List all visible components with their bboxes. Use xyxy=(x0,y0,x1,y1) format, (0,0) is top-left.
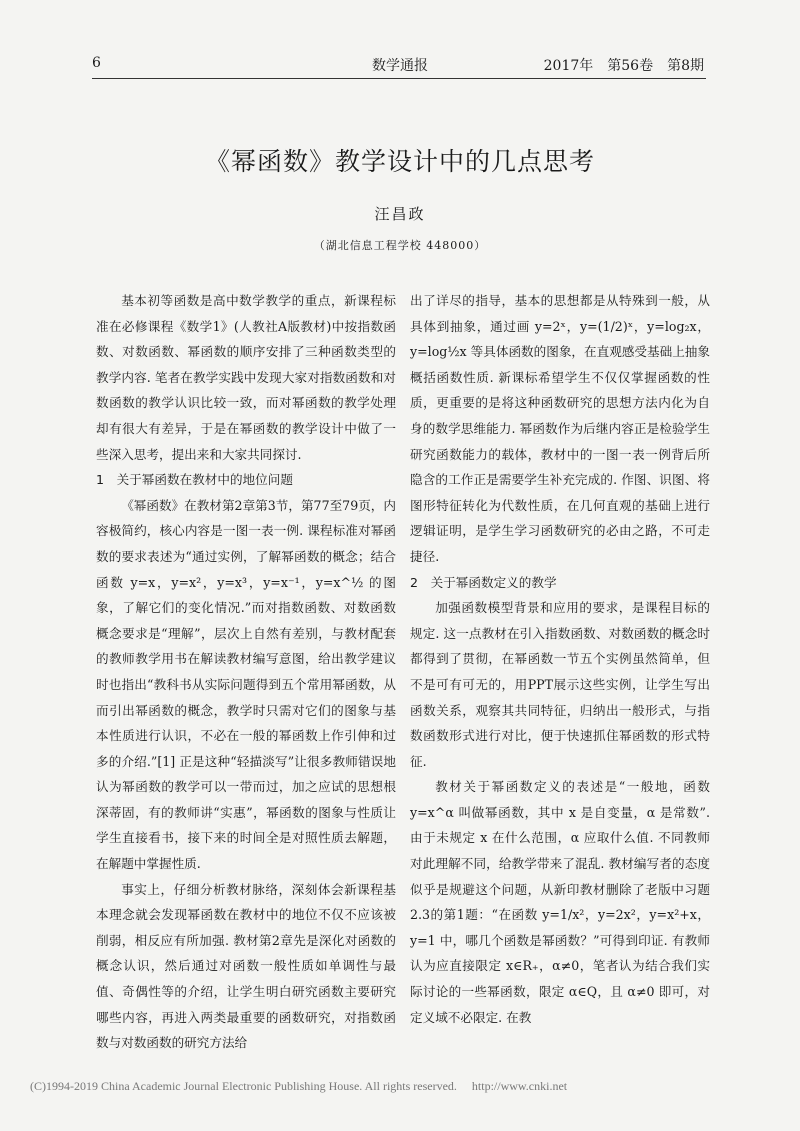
header-rule xyxy=(92,78,706,79)
header-journal-name: 数学通报 xyxy=(372,58,428,74)
copyright-footer: (C)1994-2019 China Academic Journal Electronic Publishing House. All rights reserved. http://www.cnki.net xyxy=(30,1079,568,1093)
article-affiliation: （湖北信息工程学校 448000） xyxy=(313,239,487,252)
section-heading: 1 关于幂函数在教材中的地位问题 xyxy=(96,472,293,488)
right-column xyxy=(410,288,710,1030)
paragraph: 事实上，仔细分析教材脉络，深刻体会新课程基本理念就会发现幂函数在教材中的地位不仅不应该被削弱，相反应有所加强. 教材第2章先是深化对函数的概念认识，然后通过对函数一般性质如单调性与最值、奇偶性等的介绍，让学生明白研究函数主要研究哪些内容，再进入两类最重要的函数研究，对指数函数与对数函数的研究方法给 xyxy=(96,881,396,1051)
section-heading: 2 关于幂函数定义的教学 xyxy=(410,574,557,590)
paragraph: 《幂函数》在教材第2章第3节，第77至79页，内容极简约，核心内容是一图一表一例. 课程标准对幂函数的要求表述为“通过实例，了解幂函数的概念；结合函数 y=x，y=x²，y=x³，y=x⁻¹，y=x^½ 的图象，了解它们的变化情况.”而对指数函数、对数函数概念要求是“理解”，层次上自然有差别，与教材配套的教师教学用书在解读教材编写意图，给出教学建议时也指出“教科书从实际问题得到五个常用幂函数，从而引出幂函数的概念，教学时只需对它们的图象与基本性质进行认识，不必在一般的幂函数上作引伸和过多的介绍.”[1] 正是这种“轻描淡写”让很多教师错误地认为幂函数的教学可以一带而过，加之应试的思想根深蒂固，有的教师讲“实惠”，幂函数的图象与性质让学生直接看书，接下来的时间全是对照性质去解题，在解题中掌握性质. xyxy=(96,497,396,872)
paragraph: 出了详尽的指导，基本的思想都是从特殊到一般，从具体到抽象，通过画 y=2ˣ，y=(1/2)ˣ，y=log₂x，y=log½x 等具体函数的图象，在直观感受基础上抽象概括函数性质. 新课标希望学生不仅仅掌握函数的性质，更重要的是将这种函数研究的思想方法内化为自身的数学思维能力. 幂函数作为后继内容正是检验学生研究函数能力的载体，教材中的一图一表一例背后所隐含的工作正是需要学生补充完成的. 作图、识图、将图形特征转化为代数性质，在几何直观的基础上进行逻辑证明，是学生学习函数研究的必由之路，不可走捷径. xyxy=(410,293,710,564)
paragraph: 基本初等函数是高中数学教学的重点，新课程标准在必修课程《数学1》(人教社A版教材)中按指数函数、对数函数、幂函数的顺序安排了三种函数类型的教学内容. 笔者在教学实践中发现大家对指数函数和对数函数的教学认识比较一致，而对幂函数的教学处理却有很大有差异，于是在幂函数的教学设计中做了一些深入思考，提出来和大家共同探讨. xyxy=(96,293,396,462)
paragraph: 教材关于幂函数定义的表述是“一般地，函数 y=x^α 叫做幂函数，其中 x 是自变量，α 是常数”. 由于未规定 x 在什么范围，α 应取什么值. 不同教师对此理解不同，给教学带来了混乱. 教材编写者的态度似乎是规避这个问题，从新印教材删除了老版中习题2.3的第1题：“在函数 y=1/x²，y=2x²，y=x²+x，y=1 中，哪几个函数是幂函数？”可得到印证. 有教师认为应直接限定 x∈R₊，α≠0，笔者认为结合我们实际讨论的一些幂函数，限定 α∈Q，且 α≠0 即可，对定义域不必限定. 在教 xyxy=(410,779,710,1025)
article-title: 《幂函数》教学设计中的几点思考 xyxy=(204,147,595,176)
article-author: 汪昌政 xyxy=(374,205,426,223)
header-issue: 2017年 第56卷 第8期 xyxy=(543,58,704,74)
header-page-number: 6 xyxy=(92,55,101,71)
left-column xyxy=(96,288,396,1056)
paragraph: 加强函数模型背景和应用的要求，是课程目标的规定. 这一点教材在引入指数函数、对数函数的概念时都得到了贯彻，在幂函数一节五个实例虽然简单，但不是可有可无的，用PPT展示这些实例，让学生写出函数关系，观察其共同特征，归纳出一般形式，与指数函数形式进行对比，便于快速抓住幂函数的形式特征. xyxy=(410,600,710,769)
